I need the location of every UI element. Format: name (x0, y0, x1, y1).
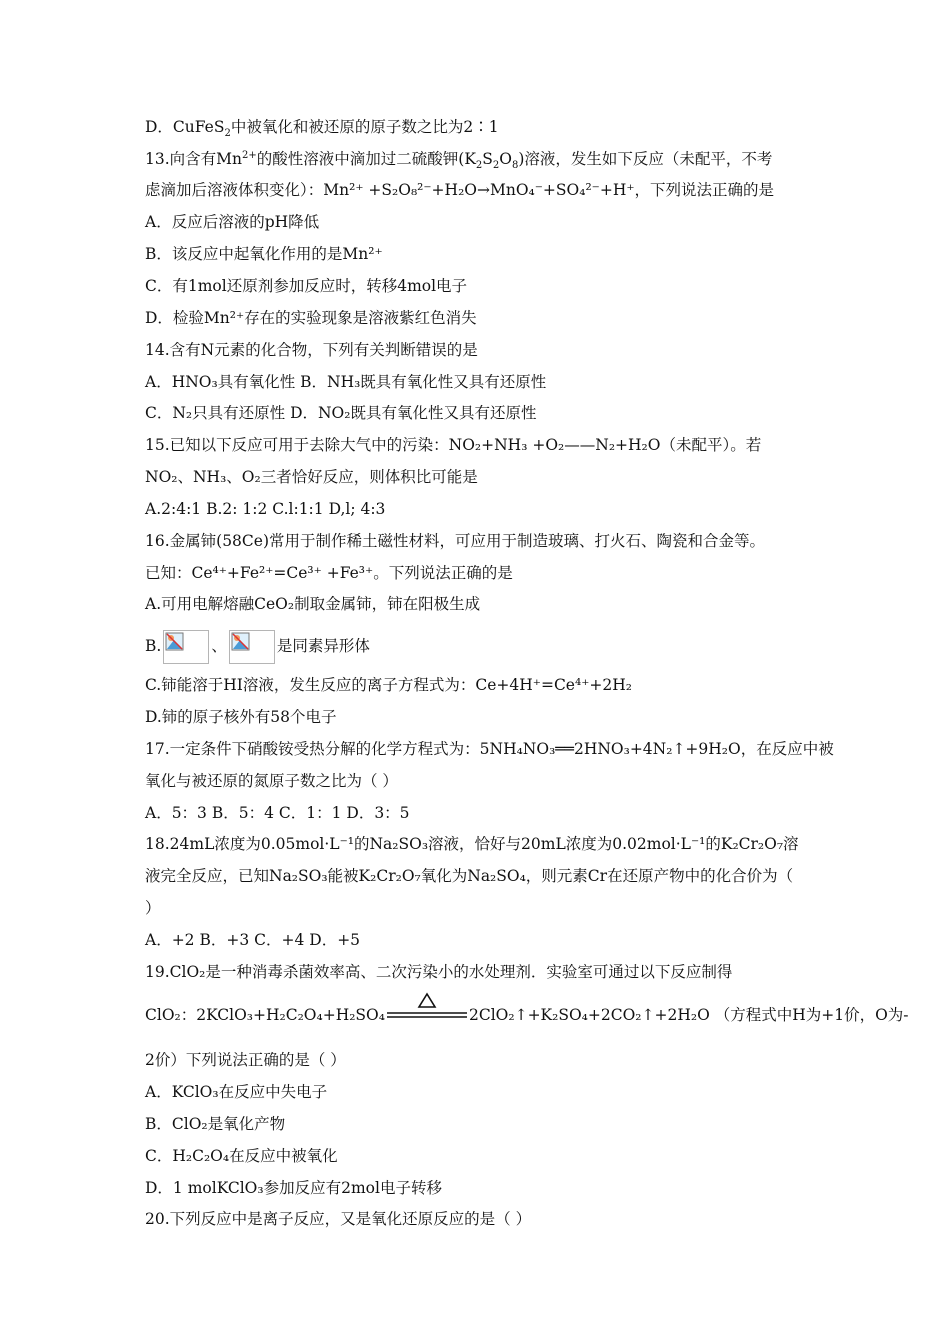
q15-stem-line1: 15.已知以下反应可用于去除大气中的污染：NO₂+NH₃ +O₂——N₂+H₂O（未配平）。若 (145, 436, 762, 454)
broken-image-icon (163, 630, 209, 664)
q15-options: A.2:4:1 B.2: 1:2 C.l:1:1 D,l; 4:3 (145, 500, 386, 518)
q19-option-d: D．1 molKClO₃参加反应有2mol电子转移 (145, 1179, 442, 1197)
q18-stem-line2: 液完全反应，已知Na₂SO₃能被K₂Cr₂O₇氧化为Na₂SO₄，则元素Cr在还原产物中的化合价为（ (145, 867, 794, 885)
q13-stem-line2: 虑滴加后溶液体积变化）：Mn²⁺ +S₂O₈²⁻+H₂O→MnO₄⁻+SO₄²⁻+H⁺，下列说法正确的是 (145, 181, 775, 199)
q14-stem: 14.含有N元素的化合物，下列有关判断错误的是 (145, 341, 478, 359)
heating-equals-sign-icon (385, 1006, 469, 1026)
q17-stem-line1: 17.一定条件下硝酸铵受热分解的化学方程式为：5NH₄NO₃══2HNO₃+4N₂↑+9H₂O，在反应中被 (145, 740, 834, 758)
q14-options-ab: A．HNO₃具有氧化性 B．NH₃既具有氧化性又具有还原性 (145, 373, 547, 391)
q13-option-a: A．反应后溶液的pH降低 (145, 213, 320, 231)
q19-stem-line2: ClO₂：2KClO₃+H₂C₂O₄+H₂SO₄ 2ClO₂↑+K₂SO₄+2CO₂↑+2H₂O （方程式中H为+1价，O为- (145, 1005, 909, 1026)
broken-image-icon (229, 630, 275, 664)
q16-option-c: C.铈能溶于HI溶液，发生反应的离子方程式为：Ce+4H⁺=Ce⁴⁺+2H₂ (145, 676, 632, 694)
q16-option-a: A.可用电解熔融CeO₂制取金属铈，铈在阳极生成 (145, 595, 481, 613)
q20-stem: 20.下列反应中是离子反应，又是氧化还原反应的是（ ） (145, 1210, 532, 1228)
q18-stem-line1: 18.24mL浓度为0.05mol·L⁻¹的Na₂SO₃溶液，恰好与20mL浓度为0.02mol·L⁻¹的K₂Cr₂O₇溶 (145, 835, 799, 853)
q16-stem-line2: 已知：Ce⁴⁺+Fe²⁺=Ce³⁺ +Fe³⁺。下列说法正确的是 (145, 564, 513, 582)
q18-options: A．+2 B．+3 C．+4 D．+5 (145, 931, 361, 949)
q14-options-cd: C．N₂只具有还原性 D．NO₂既具有氧化性又具有还原性 (145, 404, 537, 422)
q16-option-d: D.铈的原子核外有58个电子 (145, 708, 337, 726)
q15-stem-line2: NO₂、NH₃、O₂三者恰好反应，则体积比可能是 (145, 468, 478, 486)
q16-stem-line1: 16.金属铈(58Ce)常用于制作稀土磁性材料，可应用于制造玻璃、打火石、陶瓷和合金等。 (145, 532, 766, 550)
q12-option-d: D．CuFeS$_2$中被氧化和被还原的原子数之比为2∶1 (145, 118, 499, 140)
q19-stem-line3: 2价）下列说法正确的是（ ） (145, 1051, 346, 1069)
q19-option-a: A．KClO₃在反应中失电子 (145, 1083, 328, 1101)
q19-option-b: B．ClO₂是氧化产物 (145, 1115, 286, 1133)
q17-stem-line2: 氧化与被还原的氮原子数之比为（ ） (145, 772, 398, 790)
q19-stem-line1: 19.ClO₂是一种消毒杀菌效率高、二次污染小的水处理剂．实验室可通过以下反应制得 (145, 963, 733, 981)
q19-option-c: C．H₂C₂O₄在反应中被氧化 (145, 1147, 338, 1165)
q13-option-b: B．该反应中起氧化作用的是Mn²⁺ (145, 245, 383, 263)
q16-option-b: B. 、 是同素异形体 (145, 630, 370, 664)
q13-option-c: C．有1mol还原剂参加反应时，转移4mol电子 (145, 277, 468, 295)
q13-option-d: D．检验Mn²⁺存在的实验现象是溶液紫红色消失 (145, 309, 477, 327)
q13-stem-line1: 13.向含有$Mn^{2+}$的酸性溶液中滴加过二硫酸钾$(K_2S_2O_8)$溶液，发生如下反应（未配平，不考 (145, 149, 773, 172)
q18-stem-line3: ） (145, 899, 161, 917)
q17-options: A．5：3 B．5：4 C．1：1 D．3：5 (145, 804, 410, 822)
